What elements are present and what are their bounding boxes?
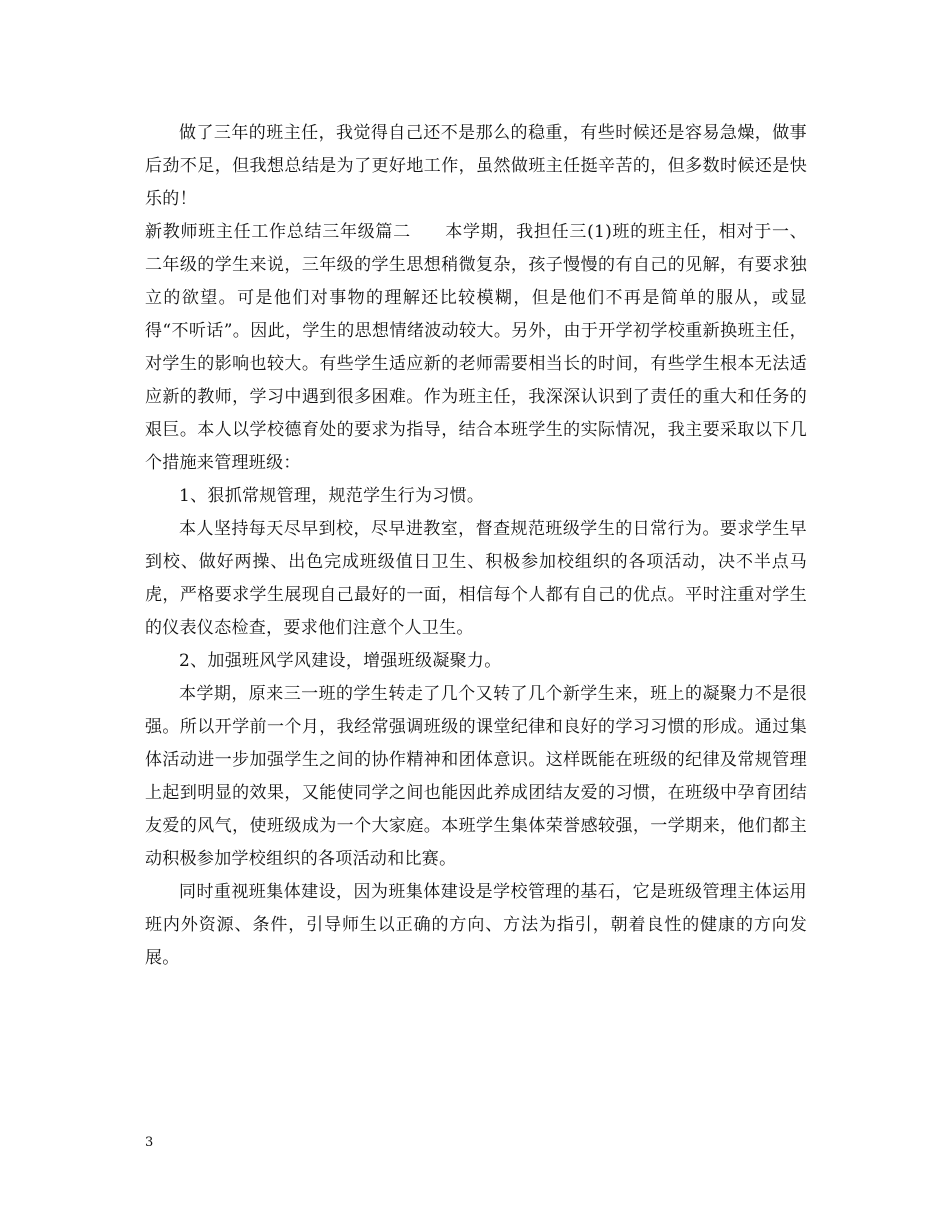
paragraph-measure-1: 本人坚持每天尽早到校，尽早进教室，督查规范班级学生的日常行为。要求学生早到校、做好两操、出色完成班级值日卫生、积极参加校组织的各项活动，决不半点马虎，严格要求学生展现自己最好的一面，相信每个人都有自己的优点。平时注重对学生的仪表仪态检查，要求他们注意个人卫生。 <box>145 519 807 638</box>
measure-heading-1: 1、狠抓常规管理，规范学生行为习惯。 <box>179 486 485 506</box>
section-title: 新教师班主任工作总结三年级篇二 <box>145 222 411 242</box>
section-heading-paragraph <box>145 216 807 480</box>
page-number: 3 <box>145 1135 154 1150</box>
measure-heading-2: 2、加强班风学风建设，增强班级凝聚力。 <box>179 651 502 671</box>
paragraph-intro: 做了三年的班主任，我觉得自己还不是那么的稳重，有些时候还是容易急燥，做事后劲不足，但我想总结是为了更好地工作，虽然做班主任挺辛苦的，但多数时候还是快乐的！ <box>145 123 807 209</box>
section-intro-text: 本学期，我担任三(1)班的班主任，相对于一、二年级的学生来说，三年级的学生思想稍微复杂，孩子慢慢的有自己的见解，有要求独立的欲望。可是他们对事物的理解还比较模糊，但是他们不再是简单的服从，或显得“不听话”。因此，学生的思想情绪波动较大。另外，由于开学初学校重新换班主任，对学生的影响也较大。有些学生适应新的老师需要相当长的时间，有些学生根本无法适应新的教师，学习中遇到很多困难。作为班主任，我深深认识到了责任的重大和任务的艰巨。本人以学校德育处的要求为指导，结合本班学生的实际情况，我主要采取以下几个措施来管理班级： <box>145 222 808 473</box>
paragraph-measure-2: 本学期，原来三一班的学生转走了几个又转了几个新学生来，班上的凝聚力不是很强。所以开学前一个月，我经常强调班级的课堂纪律和良好的学习习惯的形成。通过集体活动进一步加强学生之间的协作精神和团体意识。这样既能在班级的纪律及常规管理上起到明显的效果，又能使同学之间也能因此养成团结友爱的习惯，在班级中孕育团结友爱的风气，使班级成为一个大家庭。本班学生集体荣誉感较强，一学期来，他们都主动积极参加学校组织的各项活动和比赛。 <box>145 684 807 869</box>
document-body <box>145 117 807 975</box>
paragraph-class-building: 同时重视班集体建设，因为班集体建设是学校管理的基石，它是班级管理主体运用班内外资源、条件，引导师生以正确的方向、方法为指引，朝着良性的健康的方向发展。 <box>145 882 807 968</box>
